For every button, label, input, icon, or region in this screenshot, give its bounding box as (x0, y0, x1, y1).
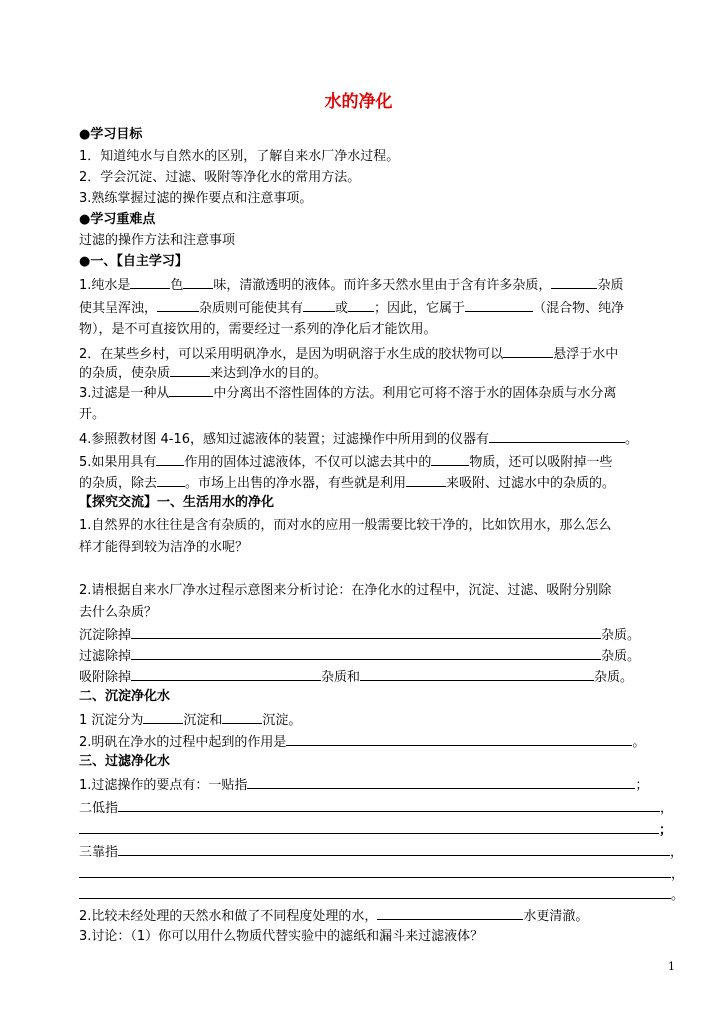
self-study-q5-line1: 5.如果用具有 作用的固体过滤液体，不仅可以滤去其中的 物质，还可以吸附掉一些 (79, 452, 612, 472)
filter-q1-line1: 1.过滤操作的要点有：一贴指 ； (79, 775, 648, 795)
filter-q2: 2.比较未经处理的天然水和做了不同程度处理的水， 水更清澈。 (79, 906, 588, 926)
section-heading-filtering: 三、过滤净化水 (79, 754, 171, 769)
page-title: 水的净化 (324, 92, 393, 112)
goal-2: 2．学会沉淀、过滤、吸附等净化水的常用方法。 (79, 170, 361, 185)
explore-q2-settle: 沉淀除掉 杂质。 (79, 625, 640, 645)
key-points-text: 过滤的操作方法和注意事项 (79, 233, 236, 248)
self-study-q2-line2: 的杂质，使杂质 来达到净水的目的。 (79, 363, 327, 383)
explore-q2-filter: 过滤除掉 杂质。 (79, 646, 640, 666)
filter-q1-line4: 三靠指 ， (79, 842, 683, 862)
section-heading-self-study: ●一、【自主学习】 (79, 254, 188, 269)
self-study-q1-line2: 使其呈浑浊， 杂质则可能使其有 或 ；因此，它属于 （混合物、纯净 (79, 298, 624, 318)
page-number: 1 (668, 960, 675, 973)
self-study-q2-line1: 2．在某些乡村，可以采用明矾净水，是因为明矾溶于水生成的胶状物可以 悬浮于水中 (79, 344, 618, 364)
self-study-q3-line1: 3.过滤是一种从 中分离出不溶性固体的方法。利用它可将不溶于水的固体杂质与水分离 (79, 383, 616, 403)
explore-q1-line1: 1.自然界的水往往是含有杂质的，而对水的应用一般需要比较干净的，比如饮用水，那么怎么 (79, 518, 612, 533)
filter-q3: 3.讨论：（1）你可以用什么物质代替实验中的滤纸和漏斗来过滤液体？ (79, 929, 484, 944)
filter-q1-line2: 二低指 ， (79, 798, 673, 818)
goal-3: 3.熟练掌握过滤的操作要点和注意事项。 (79, 191, 313, 206)
explore-q1-line2: 样才能得到较为洁净的水呢？ (79, 540, 249, 555)
explore-q2-line2: 去什么杂质？ (79, 605, 158, 620)
explore-q2-adsorb: 吸附除掉 杂质和 杂质。 (79, 667, 633, 687)
filter-q1-line5: ， (79, 864, 684, 884)
section-heading-key-points: ●学习重难点 (79, 212, 156, 227)
self-study-q4: 4.参照教材图 4-16，感知过滤液体的装置；过滤操作中所用到的仪器有 。 (79, 429, 638, 449)
self-study-q1-line1: 1.纯水是 色 味，清澈透明的液体。而许多天然水里由于含有许多杂质， 杂质 (79, 275, 623, 295)
goal-1: 1．知道纯水与自然水的区别，了解自来水厂净水过程。 (79, 149, 400, 164)
settling-q2: 2.明矾在净水的过程中起到的作用是 。 (79, 732, 645, 752)
section-heading-goals: ●学习目标 (79, 127, 143, 142)
section-heading-explore: 【探究交流】一、生活用水的净化 (79, 495, 275, 510)
settling-q1: 1 沉淀分为 沉淀和 沉淀。 (79, 710, 301, 730)
section-heading-settling: 二、沉淀净化水 (79, 689, 171, 704)
self-study-q5-line2: 的杂质，除去 。市场上出售的净水器，有些就是利用 来吸附、过滤水中的杂质的。 (79, 473, 615, 493)
self-study-q1-line3: 物），是不可直接饮用的，需要经过一系列的净化后才能饮用。 (79, 322, 437, 337)
explore-q2-line1: 2.请根据自来水厂净水过程示意图来分析讨论：在净化水的过程中，沉淀、过滤、吸附分别除 (79, 583, 612, 598)
filter-q1-line3: ； (79, 820, 672, 840)
self-study-q3-line2: 开。 (79, 407, 106, 422)
filter-q1-line6: 。 (79, 885, 684, 905)
